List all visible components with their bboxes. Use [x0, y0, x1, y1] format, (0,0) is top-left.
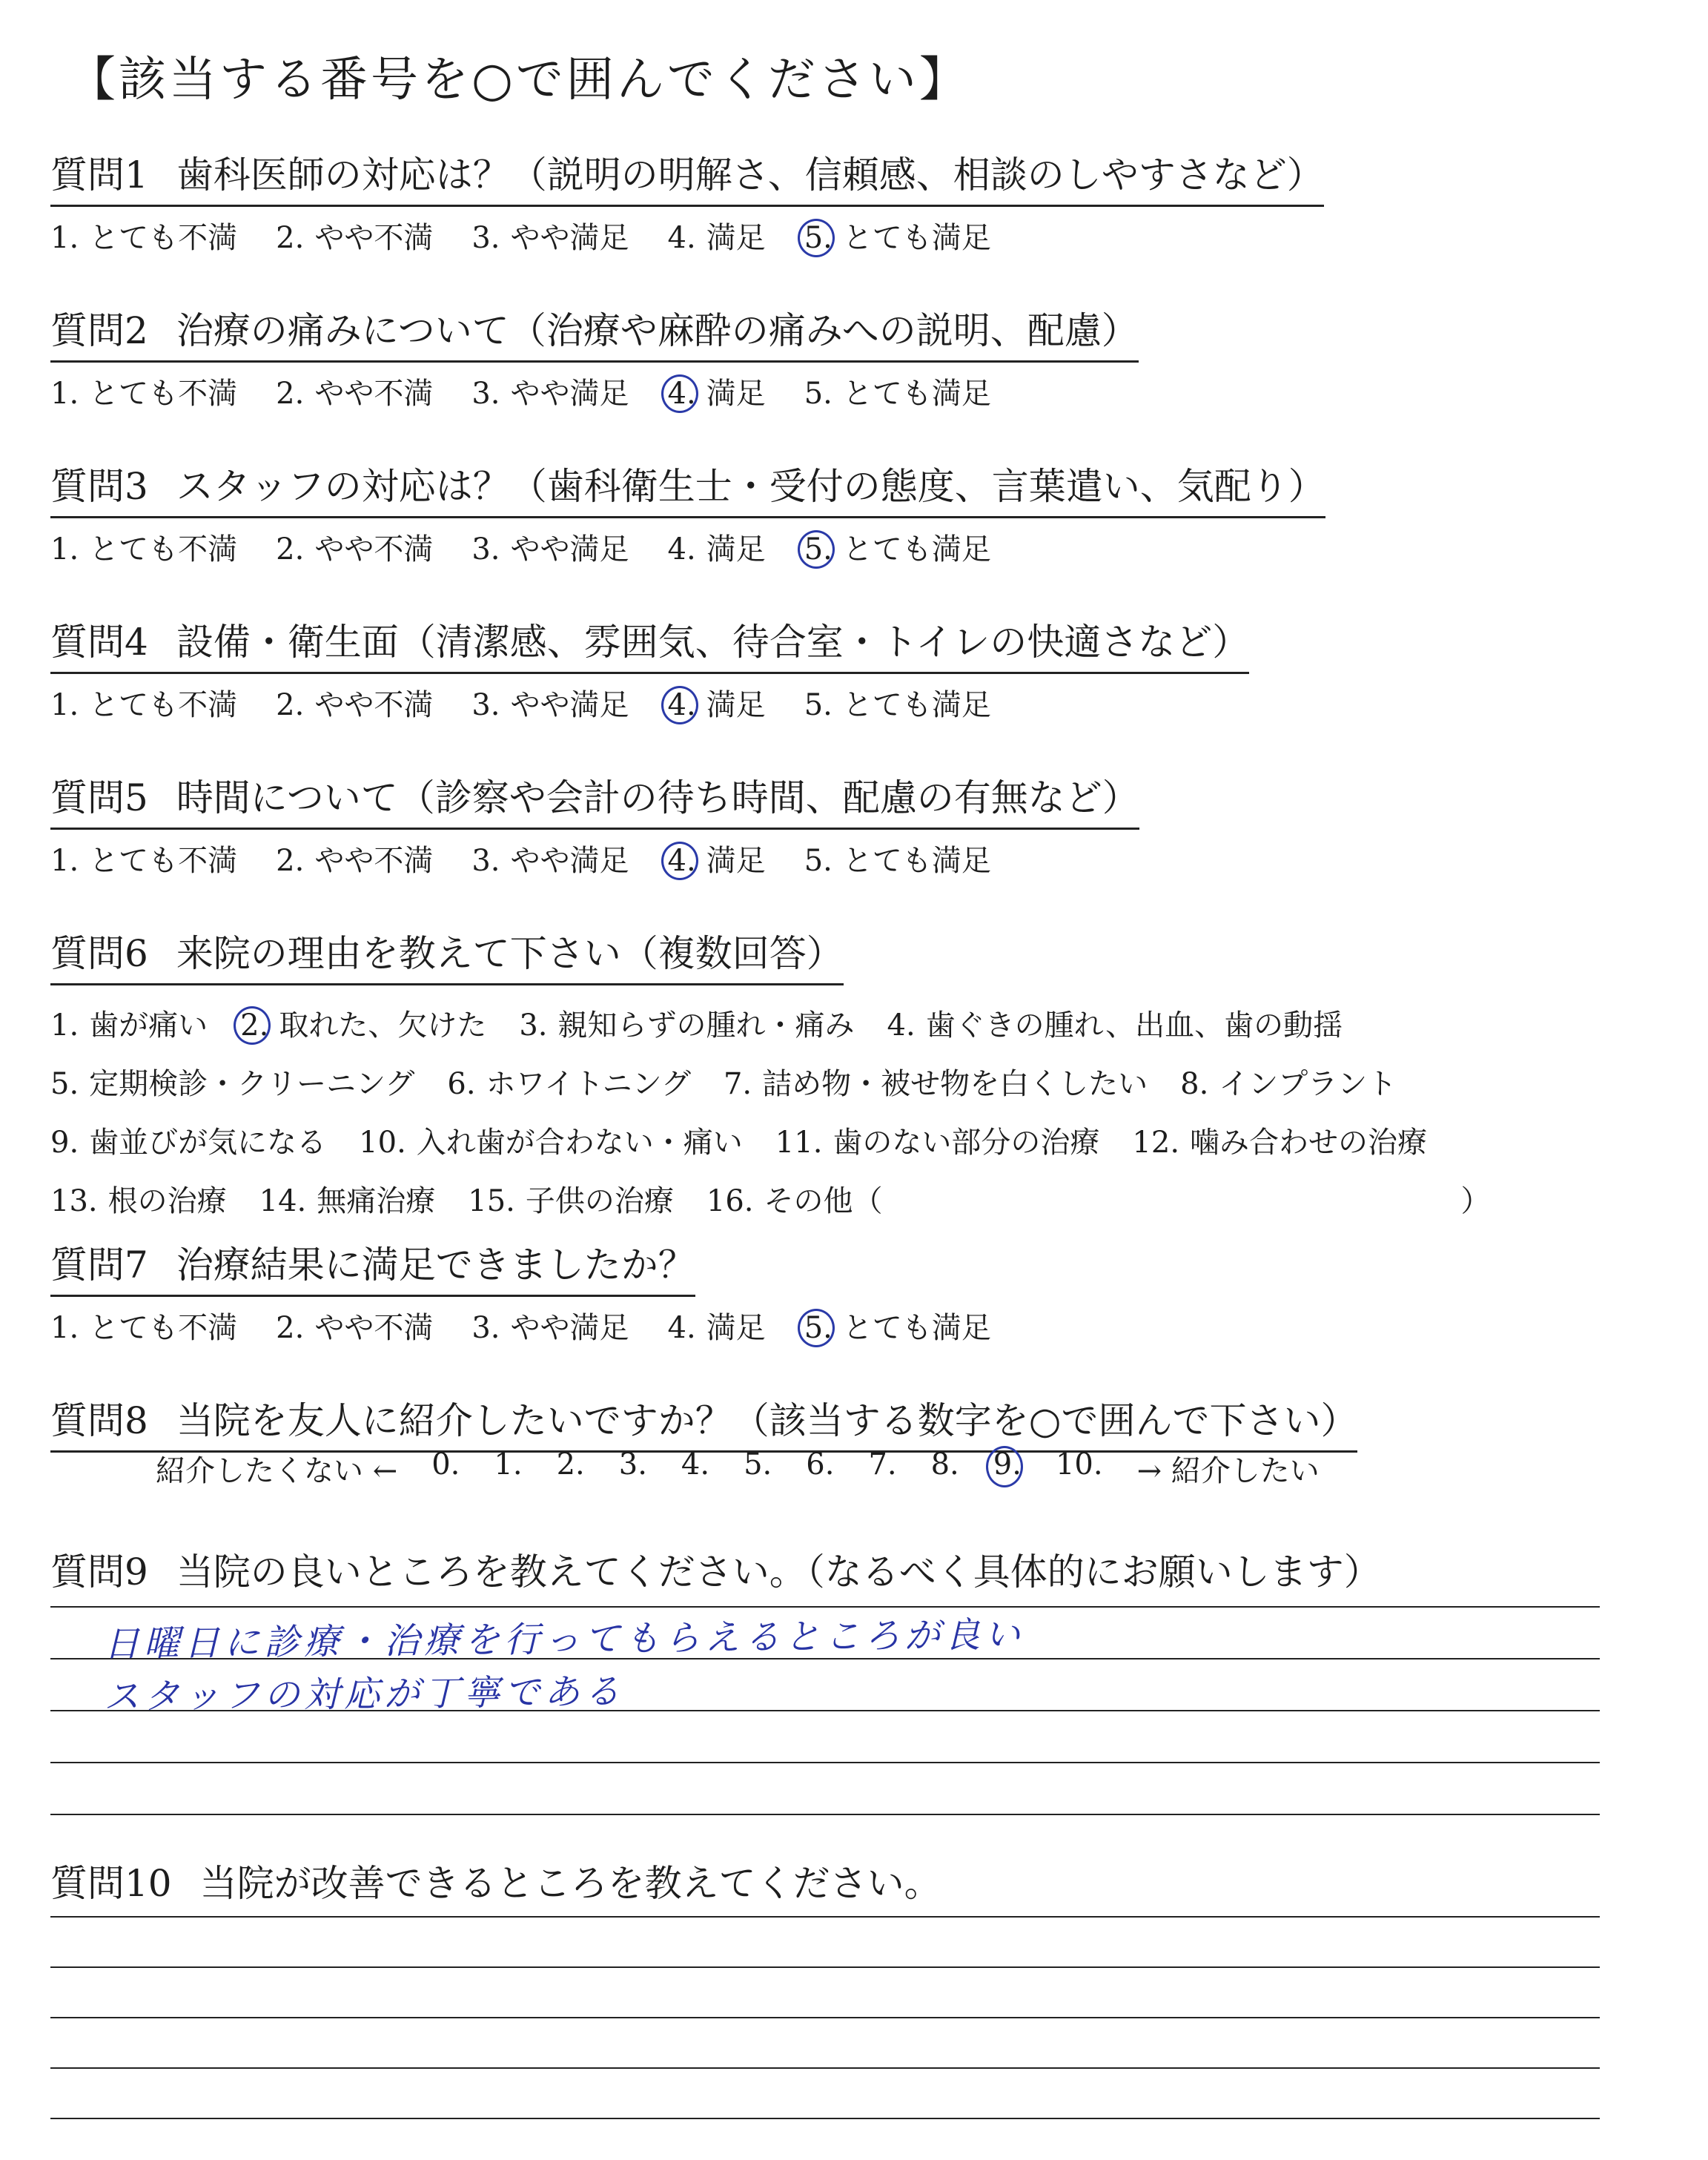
reason-option[interactable]: 13. 根の治療: [50, 1184, 227, 1218]
scale-value[interactable]: 6.: [806, 1447, 835, 1482]
question-title: [50, 301, 1139, 363]
answer-line[interactable]: [50, 1916, 1600, 1918]
option-1[interactable]: 1. とても不満: [50, 1311, 238, 1345]
option-1[interactable]: 1. とても不満: [50, 221, 238, 255]
reason-option[interactable]: 5. 定期検診・クリーニング: [50, 1067, 415, 1101]
reason-option[interactable]: 8. インプラント: [1180, 1067, 1397, 1101]
reason-option-other[interactable]: 16. その他（ ）: [706, 1184, 1491, 1218]
question-2: [50, 301, 1139, 412]
option-1[interactable]: 1. とても不満: [50, 688, 238, 722]
question-1: [50, 145, 1324, 257]
option-3[interactable]: 3. やや満足: [471, 1311, 629, 1345]
reason-option[interactable]: 3. 親知らずの腫れ・痛み: [519, 1008, 855, 1043]
question-number: 質問3: [50, 465, 148, 508]
reason-option[interactable]: 15. 子供の治療: [468, 1184, 674, 1218]
handwritten-answer-line: スタッフの対応が丁寧である: [103, 1671, 625, 1718]
scale-right-label: → 紹介したい: [1136, 1454, 1320, 1488]
reason-option[interactable]: 6. ホワイトニング: [447, 1067, 691, 1101]
question-number: 質問7: [50, 1244, 148, 1287]
question-8: [50, 1391, 1357, 1453]
question-title: [50, 612, 1249, 674]
question-text: 当院の良いところを教えてください。（なるべく具体的にお願いします）: [176, 1550, 1381, 1593]
scale-value[interactable]: 1.: [494, 1447, 523, 1482]
option-1[interactable]: 1. とても不満: [50, 532, 238, 567]
option-2[interactable]: 2. やや不満: [276, 844, 434, 878]
question-number: 質問10: [50, 1862, 172, 1905]
reason-option[interactable]: 10. 入れ歯が合わない・痛い: [359, 1126, 743, 1160]
satisfaction-options: [50, 214, 1324, 257]
satisfaction-options: [50, 1304, 1030, 1347]
option-1[interactable]: 1. とても不満: [50, 844, 238, 878]
reason-option-selected[interactable]: 2. 取れた、欠けた: [240, 1008, 487, 1043]
instruction-header: 【該当する番号を○で囲んでください】: [68, 53, 970, 108]
option-1[interactable]: 1. とても不満: [50, 377, 238, 411]
option-5[interactable]: 5. とても満足: [804, 844, 991, 878]
option-4-selected[interactable]: 4. 満足: [667, 844, 766, 878]
option-2[interactable]: 2. やや不満: [276, 532, 434, 567]
question-title: [50, 1235, 695, 1297]
question-number: 質問5: [50, 776, 148, 819]
question-text: 治療結果に満足できましたか？: [176, 1244, 695, 1287]
answer-line[interactable]: [50, 1966, 1600, 1968]
option-2[interactable]: 2. やや不満: [276, 377, 434, 411]
scale-value[interactable]: 0.: [431, 1447, 460, 1482]
option-5[interactable]: 5. とても満足: [804, 688, 991, 722]
reason-option[interactable]: 9. 歯並びが気になる: [50, 1126, 327, 1160]
scale-value[interactable]: 8.: [930, 1447, 959, 1482]
question-10: [50, 1854, 941, 1907]
question-text: 当院が改善できるところを教えてください。: [199, 1862, 941, 1905]
answer-line[interactable]: [50, 2118, 1600, 2119]
option-4[interactable]: 4. 満足: [667, 532, 766, 567]
question-6: [50, 924, 1523, 1220]
option-2[interactable]: 2. やや不満: [276, 1311, 434, 1345]
satisfaction-options: [50, 681, 1249, 724]
reason-row: [50, 1119, 1523, 1161]
option-3[interactable]: 3. やや満足: [471, 221, 629, 255]
option-4-selected[interactable]: 4. 満足: [667, 377, 766, 411]
reason-option[interactable]: 12. 噛み合わせの治療: [1132, 1126, 1428, 1160]
reason-row: [50, 1178, 1523, 1220]
scale-value[interactable]: 2.: [556, 1447, 585, 1482]
question-number: 質問1: [50, 153, 148, 196]
option-3[interactable]: 3. やや満足: [471, 844, 629, 878]
scale-value[interactable]: 10.: [1055, 1447, 1103, 1482]
option-3[interactable]: 3. やや満足: [471, 377, 629, 411]
reason-option[interactable]: 1. 歯が痛い: [50, 1008, 208, 1043]
scale-left-label: 紹介したくない ←: [156, 1454, 398, 1488]
reason-option[interactable]: 4. 歯ぐきの腫れ、出血、歯の動揺: [887, 1008, 1343, 1043]
satisfaction-options: [50, 370, 1139, 412]
handwritten-answer-line: 日曜日に診療・治療を行ってもらえるところが良い: [103, 1614, 1025, 1665]
question-title: [50, 145, 1324, 207]
satisfaction-options: [50, 526, 1325, 568]
question-5: [50, 768, 1139, 879]
question-text: 来院の理由を教えて下さい（複数回答）: [176, 932, 844, 975]
question-title: [50, 457, 1325, 518]
question-title: [50, 1391, 1357, 1453]
scale-value[interactable]: 3.: [618, 1447, 647, 1482]
question-9: [50, 1542, 1381, 1596]
option-5-selected[interactable]: 5. とても満足: [804, 221, 991, 255]
question-number: 質問4: [50, 621, 148, 664]
scale-value[interactable]: 4.: [681, 1447, 710, 1482]
answer-line[interactable]: [50, 2017, 1600, 2018]
scale-value[interactable]: 5.: [744, 1447, 772, 1482]
scale-value[interactable]: 7.: [868, 1447, 897, 1482]
question-number: 質問8: [50, 1399, 148, 1442]
answer-line[interactable]: [50, 1814, 1600, 1815]
question-title: [50, 1854, 941, 1907]
answer-line[interactable]: [50, 1762, 1600, 1763]
satisfaction-options: [50, 837, 1139, 879]
reason-option[interactable]: 7. 詰め物・被せ物を白くしたい: [723, 1067, 1148, 1101]
option-5[interactable]: 5. とても満足: [804, 377, 991, 411]
question-title: [50, 924, 844, 985]
option-3[interactable]: 3. やや満足: [471, 688, 629, 722]
option-4[interactable]: 4. 満足: [667, 221, 766, 255]
question-number: 質問2: [50, 309, 148, 352]
reason-option[interactable]: 11. 歯のない部分の治療: [775, 1126, 1100, 1160]
option-5-selected[interactable]: 5. とても満足: [804, 532, 991, 567]
question-text: 設備・衛生面（清潔感、雰囲気、待合室・トイレの快適さなど）: [176, 621, 1250, 664]
question-3: [50, 457, 1325, 568]
reason-row: [50, 1002, 1523, 1044]
option-2[interactable]: 2. やや不満: [276, 688, 434, 722]
question-text: 時間について（診察や会計の待ち時間、配慮の有無など）: [176, 776, 1139, 819]
question-title: [50, 768, 1139, 830]
option-4-selected[interactable]: 4. 満足: [667, 688, 766, 722]
question-7: [50, 1235, 1030, 1347]
question-title: [50, 1542, 1381, 1596]
reason-option[interactable]: 14. 無痛治療: [259, 1184, 436, 1218]
option-4[interactable]: 4. 満足: [667, 1311, 766, 1345]
question-text: 歯科医師の対応は？（説明の明解さ、信頼感、相談のしやすさなど）: [176, 153, 1324, 196]
recommend-scale: [156, 1447, 1354, 1490]
question-number: 質問6: [50, 932, 148, 975]
answer-line[interactable]: [50, 2067, 1600, 2069]
question-text: 当院を友人に紹介したいですか？（該当する数字を○で囲んで下さい）: [176, 1399, 1358, 1442]
option-5-selected[interactable]: 5. とても満足: [804, 1311, 991, 1345]
scale-value-selected[interactable]: 9.: [993, 1447, 1022, 1490]
question-text: スタッフの対応は？（歯科衛生士・受付の態度、言葉遣い、気配り）: [176, 465, 1325, 508]
question-4: [50, 612, 1249, 724]
question-number: 質問9: [50, 1550, 148, 1593]
option-2[interactable]: 2. やや不満: [276, 221, 434, 255]
question-text: 治療の痛みについて（治療や麻酔の痛みへの説明、配慮）: [176, 309, 1139, 352]
reason-row: [50, 1060, 1523, 1103]
option-3[interactable]: 3. やや満足: [471, 532, 629, 567]
